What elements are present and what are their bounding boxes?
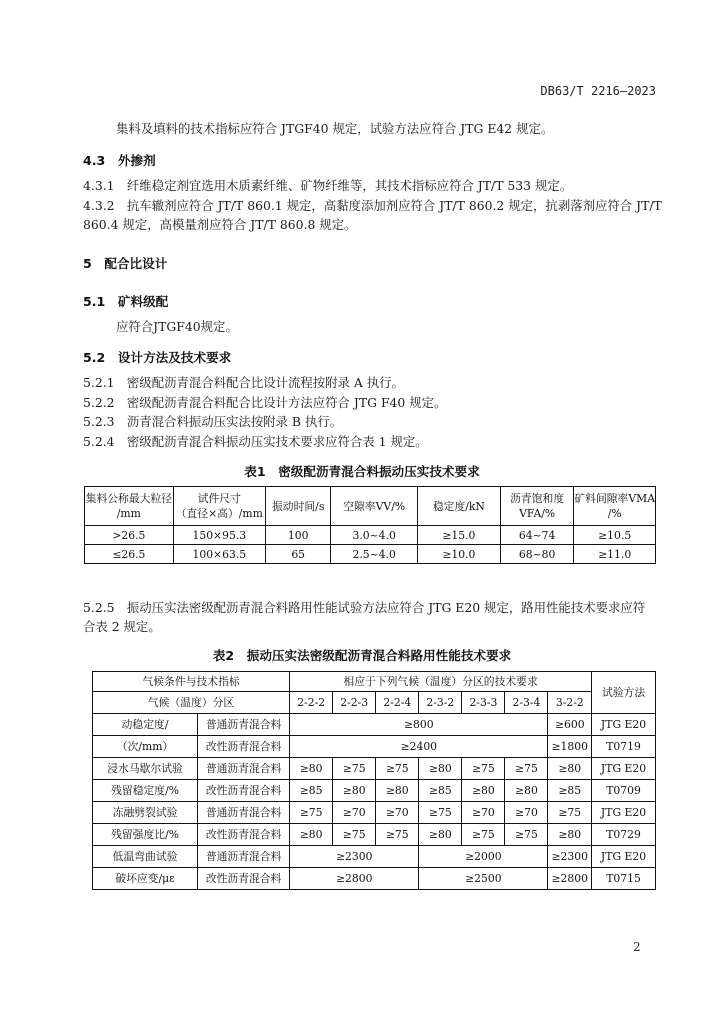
table1-header-cell: 沥青饱和度 VFA/%: [500, 487, 573, 526]
table-cell: ≥75: [333, 824, 376, 846]
mixture-type-cell: 改性沥青混合料: [198, 824, 290, 846]
table-cell: ≥80: [419, 824, 462, 846]
table-cell: ≥1800: [548, 736, 592, 758]
indicator-name-line2: 残留稳定度/%: [93, 780, 198, 802]
table-cell: ≥75: [462, 758, 505, 780]
method-line1: JTG E20: [592, 846, 656, 868]
table-row: [93, 802, 656, 824]
paragraph-5-2-5-cont: 合表 2 规定。: [83, 619, 161, 634]
mixture-type-cell: 普通沥青混合料: [198, 802, 290, 824]
table-cell: ≥80: [333, 780, 376, 802]
table-cell: ≥15.0: [417, 526, 500, 545]
table1-header-row: [85, 487, 656, 526]
table-cell: ≥75: [462, 824, 505, 846]
method-line1: JTG E20: [592, 714, 656, 736]
paragraph-5-2-1: 5.2.1 密级配沥青混合料配合比设计流程按附录 A 执行。: [83, 375, 404, 390]
table-cell: ≥10.5: [574, 526, 656, 545]
table2-zone-row: [93, 692, 656, 714]
table2-header-cond: 气候条件与技术指标: [93, 672, 290, 692]
table-cell: ≥85: [419, 780, 462, 802]
table1-header-cell: 试件尺寸 （直径×高）/mm: [173, 487, 265, 526]
paragraph-5-2-4: 5.2.4 密级配沥青混合料振动压实技术要求应符合表 1 规定。: [83, 434, 428, 449]
indicator-name-line1: 冻融劈裂试验: [93, 802, 198, 824]
mixture-type-cell: 普通沥青混合料: [198, 758, 290, 780]
mixture-type-cell: 改性沥青混合料: [198, 736, 290, 758]
heading-4-3: 4.3 外掺剂: [83, 153, 156, 168]
indicator-name-line1: 低温弯曲试验: [93, 846, 198, 868]
table-cell: ≥2800: [548, 868, 592, 890]
zone-cell: 2-3-4: [505, 692, 548, 714]
zone-cell: 2-2-4: [376, 692, 419, 714]
table1-header-cell: 振动时间/s: [265, 487, 331, 526]
heading-5: 5 配合比设计: [83, 256, 168, 271]
table-cell: 100×63.5: [173, 545, 265, 564]
table-cell: ≥2300: [548, 846, 592, 868]
paragraph-5-1: 应符合JTGF40规定。: [116, 319, 238, 334]
table-cell: 100: [265, 526, 331, 545]
table2-caption: 表2 振动压实法密级配沥青混合料路用性能技术要求: [212, 648, 512, 663]
table-cell: ≥70: [376, 802, 419, 824]
table-cell: ≥75: [548, 802, 592, 824]
table-cell: ≥75: [376, 824, 419, 846]
table-cell: ≥70: [505, 802, 548, 824]
mixture-type-cell: 普通沥青混合料: [198, 714, 290, 736]
table-row: [93, 846, 656, 868]
table-cell: 3.0~4.0: [331, 526, 417, 545]
table-cell: ≥80: [548, 758, 592, 780]
table-cell: ≥2000: [419, 846, 548, 868]
table-cell: 150×95.3: [173, 526, 265, 545]
table1-header-cell: 空隙率VV/%: [331, 487, 417, 526]
table-cell: 2.5~4.0: [331, 545, 417, 564]
page-number: 2: [633, 940, 641, 954]
table-cell: ≥10.0: [417, 545, 500, 564]
table-cell: ≥70: [333, 802, 376, 824]
method-line2: T0729: [592, 824, 656, 846]
table1-header-cell: 矿料间隙率VMA /%: [574, 487, 656, 526]
table-cell: ≥85: [290, 780, 333, 802]
doc-code-header: DB63/T 2216—2023: [540, 84, 656, 98]
table-row: [93, 758, 656, 780]
table-cell: ≥80: [462, 780, 505, 802]
table-cell: ≥2500: [419, 868, 548, 890]
zone-cell: 2-2-3: [333, 692, 376, 714]
table-row: [93, 714, 656, 736]
heading-5-1: 5.1 矿料级配: [83, 294, 169, 309]
table-row: [85, 526, 656, 545]
table-cell: ≥800: [290, 714, 548, 736]
paragraph-5-2-5: 5.2.5 振动压实法密级配沥青混合料路用性能试验方法应符合 JTG E20 规定，路用性能技术要求应符: [83, 600, 646, 615]
method-line1: JTG E20: [592, 758, 656, 780]
table1: [84, 486, 656, 564]
table2-header-row: [93, 672, 656, 692]
table-cell: ≥2400: [290, 736, 548, 758]
table-cell: ≥80: [290, 824, 333, 846]
table1-header-cell: 稳定度/kN: [417, 487, 500, 526]
method-line2: T0719: [592, 736, 656, 758]
table-row: [93, 736, 656, 758]
table-row: [93, 780, 656, 802]
table-cell: 68~80: [500, 545, 573, 564]
table-cell: >26.5: [85, 526, 174, 545]
paragraph-4-3-2: 4.3.2 抗车辙剂应符合 JT/T 860.1 规定，高黏度添加剂应符合 JT/T 860.2 规定，抗剥落剂应符合 JT/T: [83, 198, 662, 213]
indicator-name-line1: 浸水马歇尔试验: [93, 758, 198, 780]
table-cell: ≥600: [548, 714, 592, 736]
table-cell: ≥75: [505, 824, 548, 846]
table-cell: ≥75: [376, 758, 419, 780]
indicator-name-line2: 破坏应变/με: [93, 868, 198, 890]
indicator-name-line1: 动稳定度/: [93, 714, 198, 736]
table-cell: ≥75: [290, 802, 333, 824]
table-row: [93, 868, 656, 890]
mixture-type-cell: 普通沥青混合料: [198, 846, 290, 868]
table-cell: ≥80: [548, 824, 592, 846]
table-cell: ≥2300: [290, 846, 419, 868]
table-cell: ≥70: [462, 802, 505, 824]
table-cell: ≥85: [548, 780, 592, 802]
table-row: [93, 824, 656, 846]
paragraph-5-2-2: 5.2.2 密级配沥青混合料配合比设计方法应符合 JTG F40 规定。: [83, 395, 447, 410]
mixture-type-cell: 改性沥青混合料: [198, 780, 290, 802]
table2-header-zone: 气候（温度）分区: [93, 692, 290, 714]
table-cell: ≥75: [333, 758, 376, 780]
table-cell: ≥2800: [290, 868, 419, 890]
table2-header-method: 试验方法: [592, 672, 656, 714]
table-cell: ≥80: [505, 780, 548, 802]
table1-caption: 表1 密级配沥青混合料振动压实技术要求: [244, 464, 480, 479]
zone-cell: 2-3-3: [462, 692, 505, 714]
mixture-type-cell: 改性沥青混合料: [198, 868, 290, 890]
table-cell: ≥75: [419, 802, 462, 824]
indicator-name-line2: （次/mm）: [93, 736, 198, 758]
table-cell: ≤26.5: [85, 545, 174, 564]
paragraph-4-3-1: 4.3.1 纤维稳定剂宜选用木质素纤维、矿物纤维等，其技术指标应符合 JT/T 533 规定。: [83, 178, 573, 193]
paragraph-intro: 集料及填料的技术指标应符合 JTGF40 规定，试验方法应符合 JTG E42 规定。: [116, 121, 554, 136]
paragraph-5-2-3: 5.2.3 沥青混合料振动压实法按附录 B 执行。: [83, 414, 343, 429]
paragraph-4-3-2-cont: 860.4 规定，高模量剂应符合 JT/T 860.8 规定。: [83, 217, 357, 232]
zone-cell: 2-3-2: [419, 692, 462, 714]
table-cell: ≥80: [419, 758, 462, 780]
method-line2: T0715: [592, 868, 656, 890]
table1-header-cell: 集料公称最大粒径 /mm: [85, 487, 174, 526]
table-row: [85, 545, 656, 564]
table2-header-requirement: 相应于下列气候（温度）分区的技术要求: [290, 672, 592, 692]
zone-cell: 3-2-2: [548, 692, 592, 714]
table-cell: ≥80: [290, 758, 333, 780]
method-line1: JTG E20: [592, 802, 656, 824]
method-line2: T0709: [592, 780, 656, 802]
heading-5-2: 5.2 设计方法及技术要求: [83, 350, 232, 365]
table-cell: 65: [265, 545, 331, 564]
table-cell: ≥80: [376, 780, 419, 802]
table-cell: ≥11.0: [574, 545, 656, 564]
table-cell: 64~74: [500, 526, 573, 545]
indicator-name-line2: 残留强度比/%: [93, 824, 198, 846]
table2: [92, 671, 656, 890]
table-cell: ≥75: [505, 758, 548, 780]
zone-cell: 2-2-2: [290, 692, 333, 714]
